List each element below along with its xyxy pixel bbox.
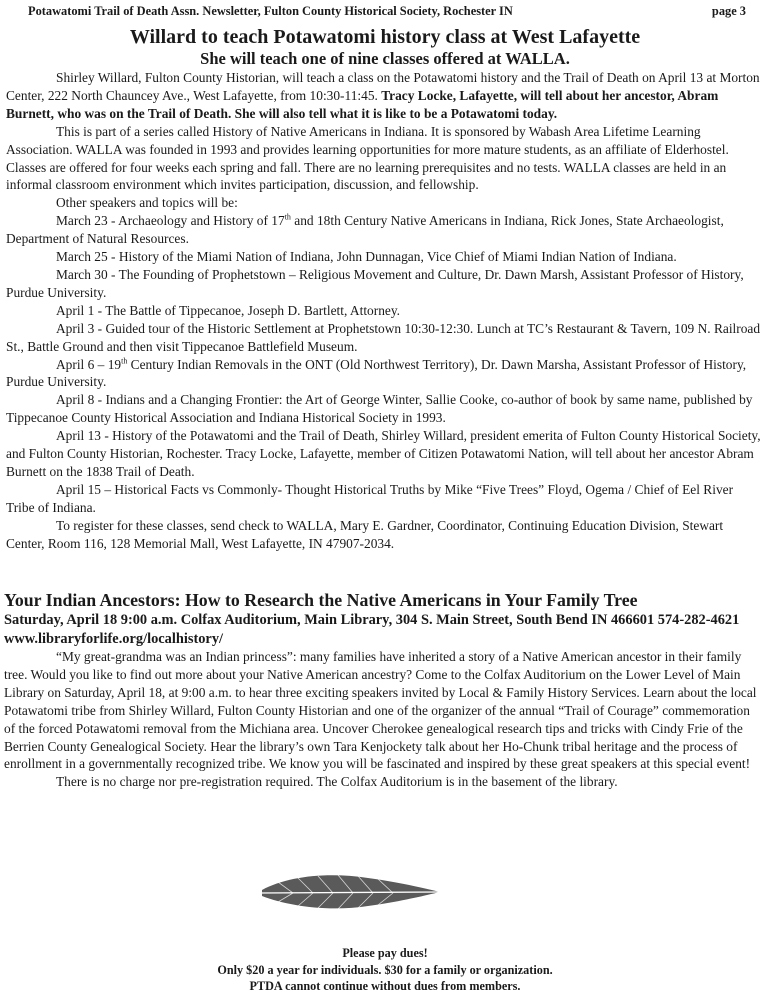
header-title: Potawatomi Trail of Death Assn. Newsletter, Fulton County Historical Society, Rochester IN xyxy=(28,4,513,18)
schedule-item: April 3 - Guided tour of the Historic Settlement at Prophetstown 10:30-12:30. Lunch at TC’s Restaurant & Tavern, 109 N. Railroad St., Battle Ground and then visit Tippecanoe Battlefield Museum. xyxy=(6,320,761,354)
page-number: page 3 xyxy=(711,4,746,18)
feather-icon xyxy=(258,868,443,918)
article1-paragraph: Other speakers and topics will be: xyxy=(56,195,238,211)
article2-title: Your Indian Ancestors: How to Research the Native Americans in Your Family Tree xyxy=(4,590,638,610)
article1-intro xyxy=(6,69,764,123)
schedule-item: April 15 – Historical Facts vs Commonly- Thought Historical Truths by Mike “Five Trees” Floyd, Ogema / Chief of Eel River Tribe of Indiana. xyxy=(6,481,734,515)
article1-body xyxy=(6,69,764,552)
schedule-item xyxy=(6,212,764,248)
dues-reminder xyxy=(0,945,770,995)
article2-paragraph: “My great-grandma was an Indian princess”: many families have inherited a story of a Native American ancestor in their family tree. Would you like to find out more about your Native American ancestry? Come to the Colfax Auditorium on the Lower Level of Main Library on Saturday, April 18, at 9:00 a.m. to hear three exciting speakers invited by Local & Family History Services. Learn about the local Potawatomi tribe from Shirley Willard, Fulton County Historian and one of the organizer of the annual “Trail of Courage” commemoration of the forced Potawatomi removal from the Michiana area. Uncover Cherokee genealogical research tips and tricks with Cindy Frie of the Berrien County Genealogical Society. Hear the library’s own Tara Kenjockety talk about her Ho-Chunk tribal heritage and the process of enrollment in a governmentally recognized tribe. We know you will be fascinated and inspired by these great speakers at this special event! xyxy=(4,649,757,772)
schedule-text: April 6 – 19 xyxy=(56,356,122,372)
schedule-text: Century Indian Removals in the ONT (Old Northwest Territory), Dr. Dawn Marsha, Assistant Professor of History, Purdue University. xyxy=(6,356,747,390)
ordinal-suffix: th xyxy=(284,212,291,222)
dues-line: Only $20 a year for individuals. $30 for a family or organization. xyxy=(217,962,553,977)
schedule-item: March 25 - History of the Miami Nation of Indiana, John Dunnagan, Vice Chief of Miami Indian Nation of Indiana. xyxy=(56,249,677,265)
dues-line: PTDA cannot continue without dues from members. xyxy=(249,979,521,993)
intro-bold-text: Tracy Locke, Lafayette, will tell about her ancestor, Abram Burnett, who was on the Trail of Death. She will also tell what it is like to be a Potawatomi today. xyxy=(6,87,719,121)
article2-event-details: Saturday, April 18 9:00 a.m. Colfax Auditorium, Main Library, 304 S. Main Street, South Bend IN 466601 574-282-4621 www.libraryforlife.org/localhistory/ xyxy=(4,612,740,647)
schedule-item: March 30 - The Founding of Prophetstown – Religious Movement and Culture, Dr. Dawn Marsh, Assistant Professor of History, Purdue University. xyxy=(6,266,744,300)
intro-text: Shirley Willard, Fulton County Historian, will teach a class on the Potawatomi history and the Trail of Death on April 13 at Morton Center, 222 North Chauncey Ave., West Lafayette, from 10:30-11:45. xyxy=(6,70,760,103)
schedule-item: April 8 - Indians and a Changing Frontier: the Art of George Winter, Sallie Cooke, co-author of book by same name, published by Tippecanoe County Historical Association and Indiana Historical Society in 1993. xyxy=(6,392,753,426)
schedule-item xyxy=(6,356,764,392)
schedule-text: and 18th Century Native Americans in Indiana, Rick Jones, State Archaeologist, Department of Natural Resources. xyxy=(6,213,724,247)
dues-line: Please pay dues! xyxy=(342,946,428,960)
schedule-text: March 23 - Archaeology and History of 17 xyxy=(56,213,285,229)
ordinal-suffix: th xyxy=(121,356,128,366)
article2-paragraph: There is no charge nor pre-registration required. The Colfax Auditorium is in the basement of the library. xyxy=(56,774,618,790)
article1-title: Willard to teach Potawatomi history class at West Lafayette xyxy=(129,26,641,48)
schedule-item: April 13 - History of the Potawatomi and the Trail of Death, Shirley Willard, president emerita of Fulton County Historical Society, and Fulton County Historian, Rochester. Tracy Locke, Lafayette, member of Citizen Potawatomi Nation, will tell about her ancestor Abram Burnett on the 1838 Trail of Death. xyxy=(6,428,761,479)
article2-body xyxy=(4,648,764,791)
article1-paragraph: This is part of a series called History of Native Americans in Indiana. It is sponsored by Wabash Area Lifetime Learning Association. WALLA was founded in 1993 and provides learning opportunities for more mature students, as an affiliate of Elderhostel. Classes are offered for four weeks each spring and fall. There are no learning prerequisites and no tests. WALLA classes are held in an informal classroom environment which invites participation, discussion, and fellowship. xyxy=(6,123,729,193)
registration-info: To register for these classes, send check to WALLA, Mary E. Gardner, Coordinator, Continuing Education Division, Stewart Center, Room 116, 128 Memorial Mall, West Lafayette, IN 47907-2034. xyxy=(6,517,724,551)
schedule-item: April 1 - The Battle of Tippecanoe, Joseph D. Bartlett, Attorney. xyxy=(56,302,401,318)
article1-subtitle: She will teach one of nine classes offered at WALLA. xyxy=(200,49,570,68)
running-header xyxy=(28,4,758,19)
